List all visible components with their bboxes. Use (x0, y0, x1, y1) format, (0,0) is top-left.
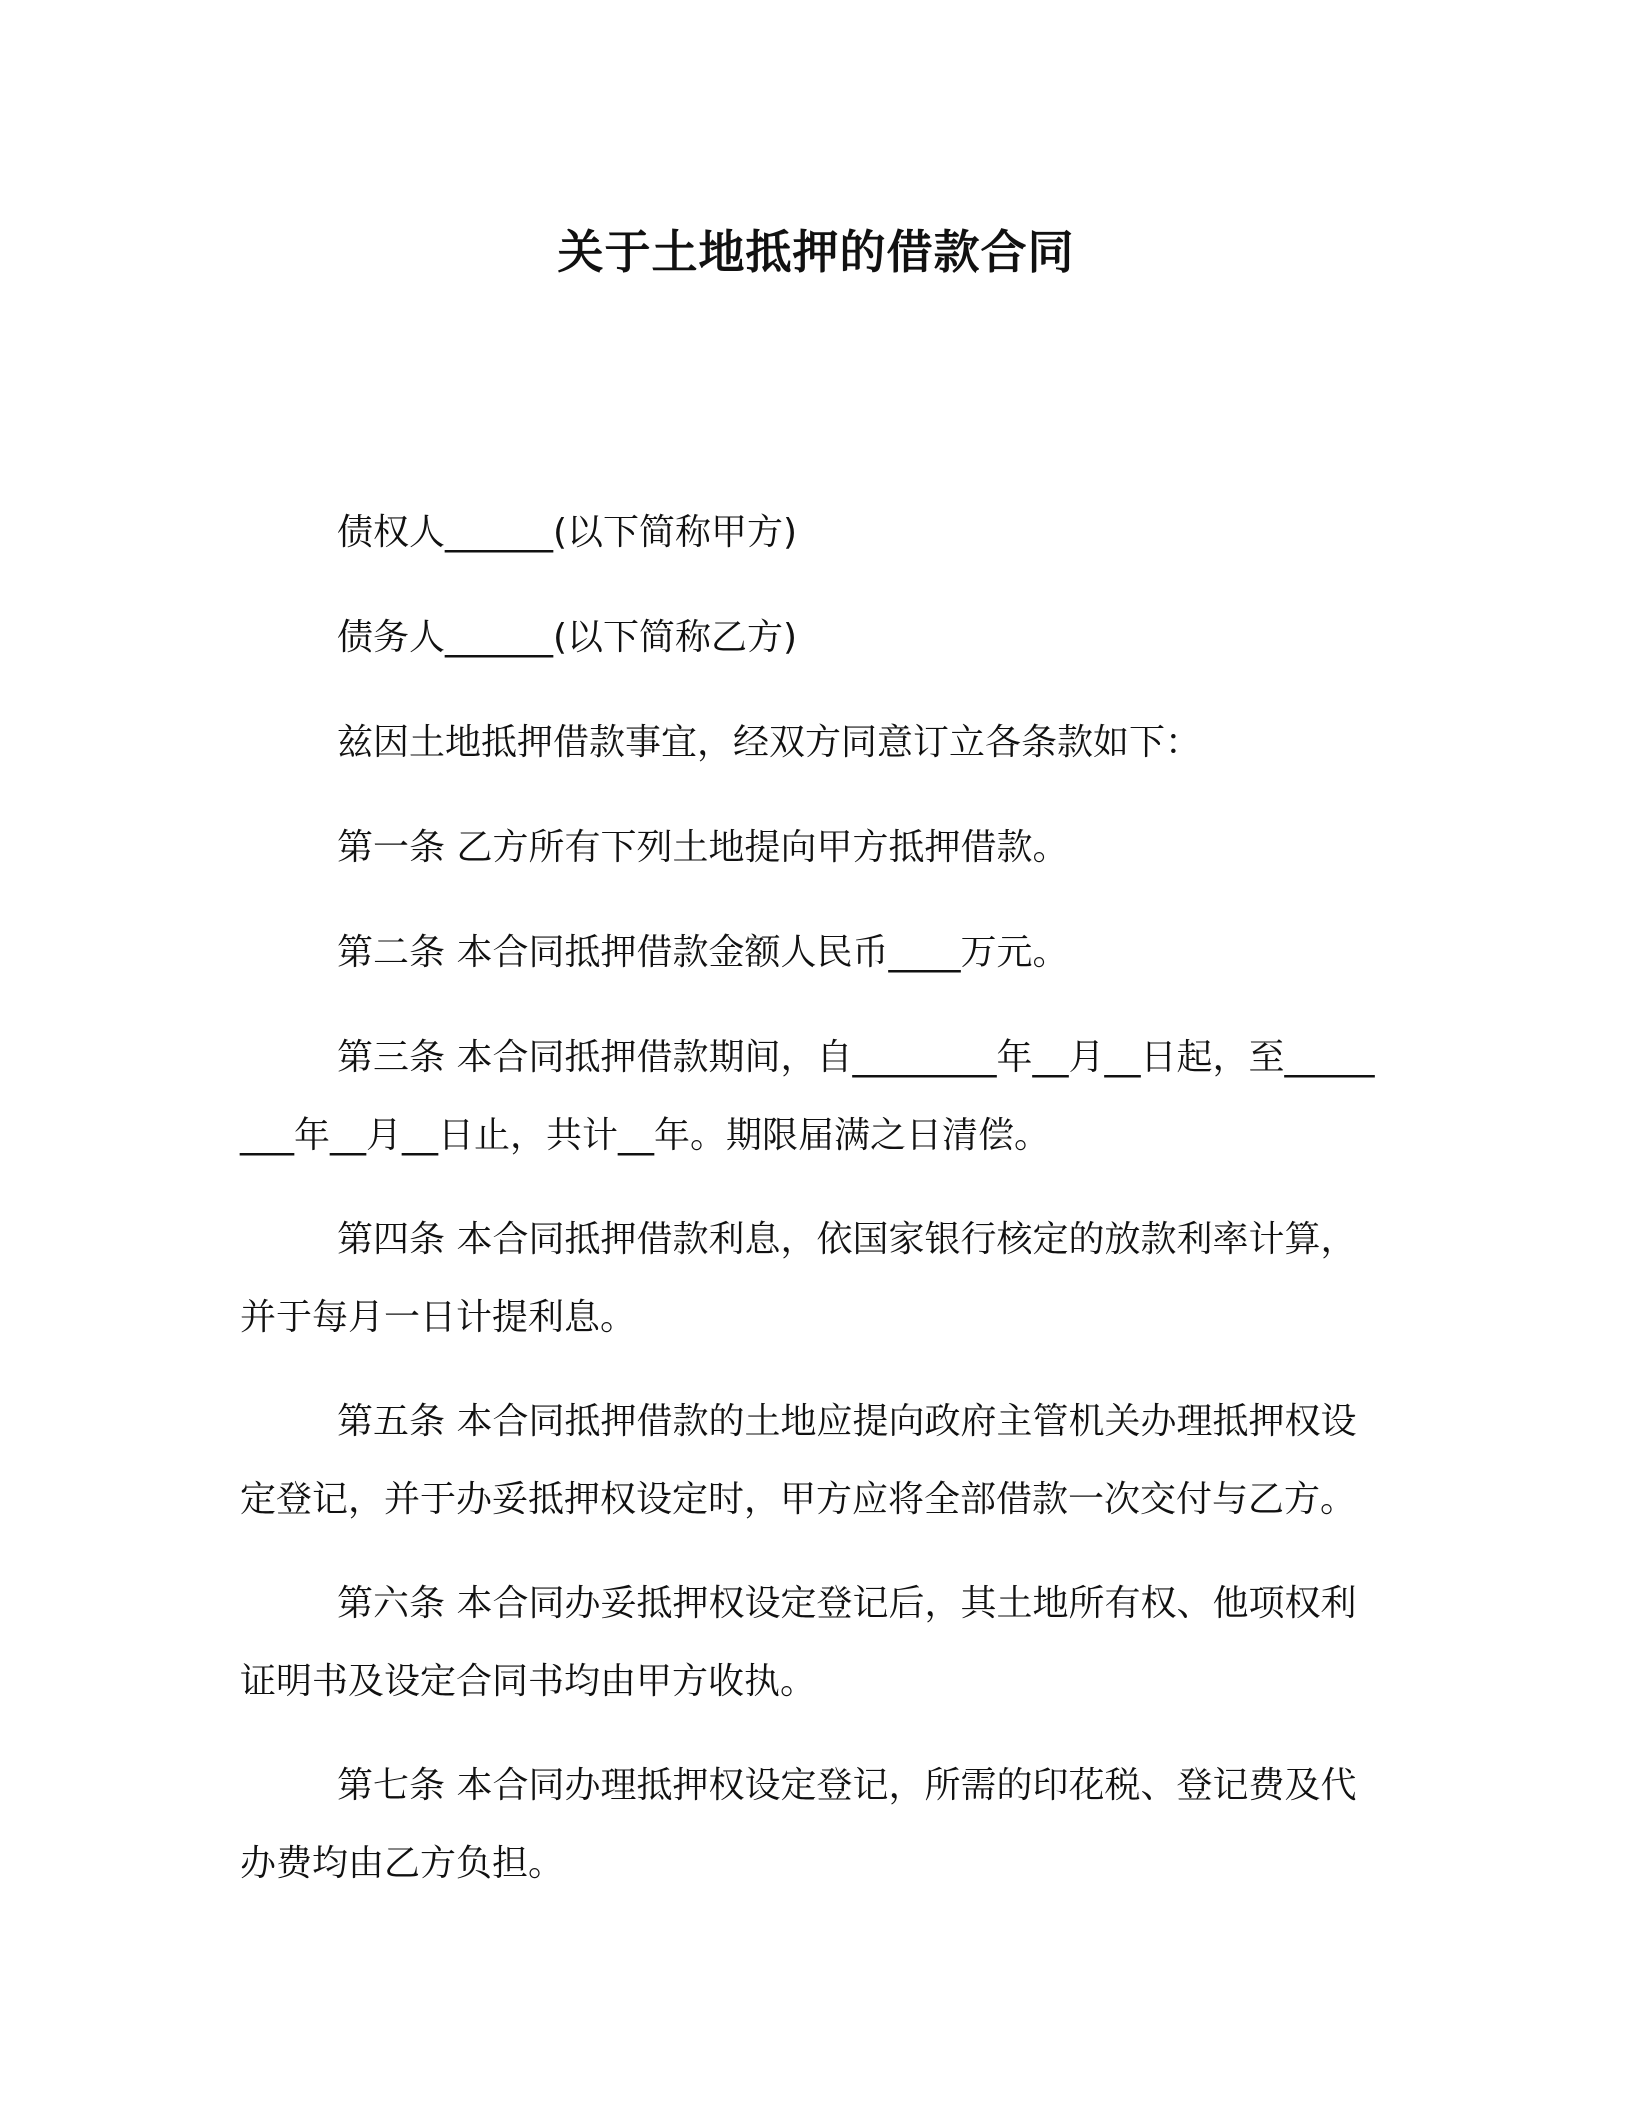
document-title: 关于土地抵押的借款合同 (557, 225, 1075, 279)
paragraph-article-6: 第六条 本合同办妥抵押权设定登记后，其土地所有权、他项权利证明书及设定合同书均由甲方收执。 (240, 1583, 1357, 1702)
paragraph-article-4: 第四条 本合同抵押借款利息，依国家银行核定的放款利率计算，并于每月一日计提利息。 (240, 1219, 1357, 1338)
paragraph-article-1: 第一条 乙方所有下列土地提向甲方抵押借款。 (337, 827, 1069, 868)
document-body (240, 494, 1390, 1929)
paragraph-creditor: 债权人______(以下简称甲方) (337, 512, 798, 553)
paragraph-debtor: 债务人______(以下简称乙方) (337, 617, 798, 658)
paragraph-article-3: 第三条 本合同抵押借款期间，自________年__月__日起，至________年__月__日止，共计__年。期限届满之日清偿。 (240, 1037, 1375, 1156)
paragraph-preamble: 兹因土地抵押借款事宜，经双方同意订立各条款如下： (337, 722, 1202, 763)
paragraph-article-7: 第七条 本合同办理抵押权设定登记，所需的印花税、登记费及代办费均由乙方负担。 (240, 1765, 1357, 1884)
paragraph-article-2: 第二条 本合同抵押借款金额人民币____万元。 (337, 932, 1069, 973)
paragraph-article-5: 第五条 本合同抵押借款的土地应提向政府主管机关办理抵押权设定登记，并于办妥抵押权设定时，甲方应将全部借款一次交付与乙方。 (240, 1401, 1357, 1520)
